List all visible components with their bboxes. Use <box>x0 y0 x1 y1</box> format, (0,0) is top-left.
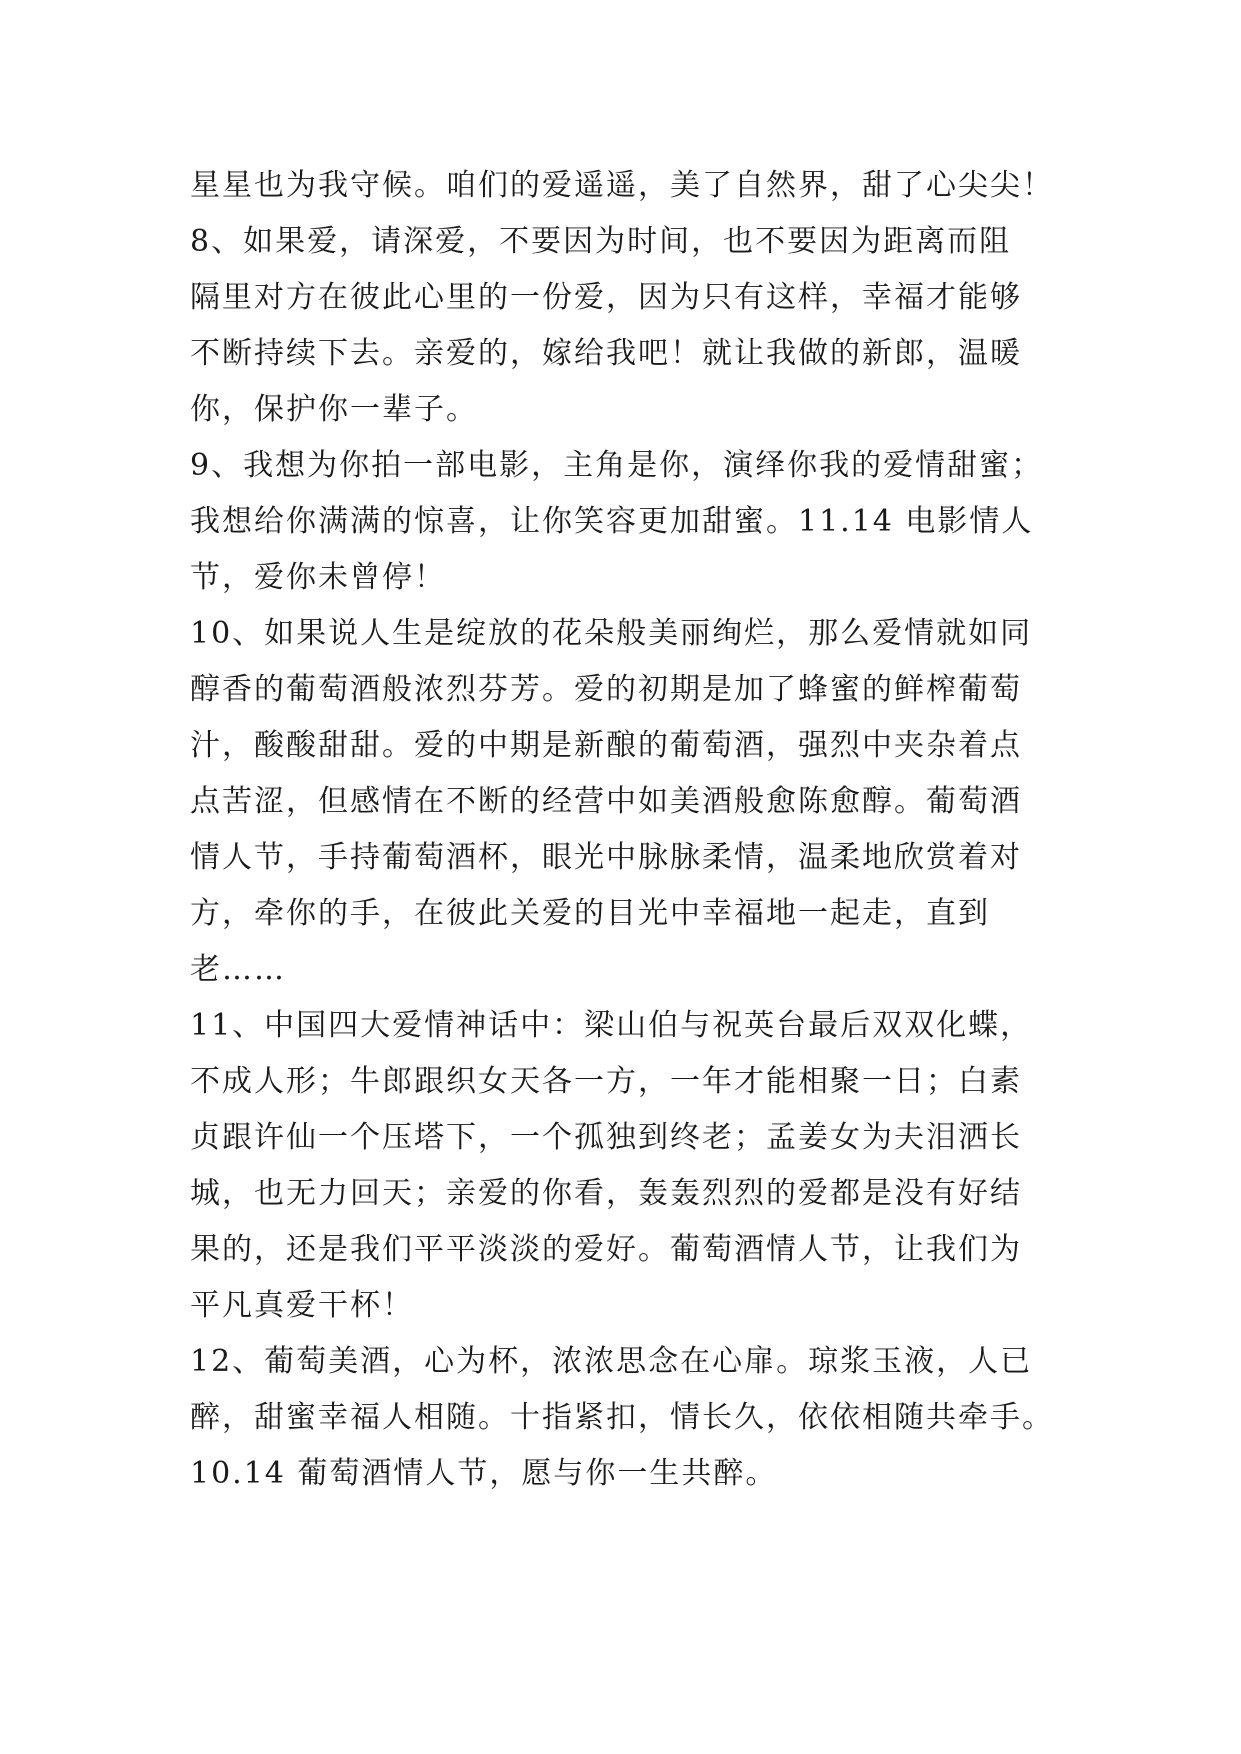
text-line: 点苦涩，但感情在不断的经营中如美酒般愈陈愈醇。葡萄酒 <box>190 784 1022 819</box>
text-line: 城，也无力回天；亲爱的你看，轰轰烈烈的爱都是没有好结 <box>190 1176 1022 1211</box>
text-line: 贞跟许仙一个压塔下，一个孤独到终老；孟姜女为夫泪洒长 <box>190 1120 1022 1155</box>
text-line: 8、如果爱，请深爱，不要因为时间，也不要因为距离而阻 <box>190 224 1012 259</box>
text-line: 你，保护你一辈子。 <box>190 392 478 427</box>
text-line: 9、我想为你拍一部电影，主角是你，演绎你我的爱情甜蜜； <box>190 448 1044 483</box>
document-body <box>190 158 1070 1502</box>
text-line: 12、葡萄美酒，心为杯，浓浓思念在心扉。琼浆玉液，人已 <box>190 1344 1033 1379</box>
text-line: 方，牵你的手，在彼此关爱的目光中幸福地一起走，直到 <box>190 896 990 931</box>
text-line: 节，爱你未曾停！ <box>190 560 446 595</box>
text-line: 平凡真爱干杯！ <box>190 1288 414 1323</box>
text-line: 10、如果说人生是绽放的花朵般美丽绚烂，那么爱情就如同 <box>190 616 1033 651</box>
text-line: 11、中国四大爱情神话中：梁山伯与祝英台最后双双化蝶， <box>190 1008 1033 1043</box>
text-line: 10.14 葡萄酒情人节，愿与你一生共醉。 <box>190 1456 778 1491</box>
text-line: 星星也为我守候。咱们的爱遥遥，美了自然界，甜了心尖尖！ <box>190 168 1054 203</box>
text-line: 不断持续下去。亲爱的，嫁给我吧！就让我做的新郎，温暖 <box>190 336 1022 371</box>
text-line: 老…… <box>190 952 286 987</box>
text-line: 不成人形；牛郎跟织女天各一方，一年才能相聚一日；白素 <box>190 1064 1022 1099</box>
text-line: 我想给你满满的惊喜，让你笑容更加甜蜜。11.14 电影情人 <box>190 504 1034 539</box>
text-line: 情人节，手持葡萄酒杯，眼光中脉脉柔情，温柔地欣赏着对 <box>190 840 1022 875</box>
text-line: 果的，还是我们平平淡淡的爱好。葡萄酒情人节，让我们为 <box>190 1232 1022 1267</box>
text-line: 隔里对方在彼此心里的一份爱，因为只有这样，幸福才能够 <box>190 280 1022 315</box>
text-line: 汁，酸酸甜甜。爱的中期是新酿的葡萄酒，强烈中夹杂着点 <box>190 728 1022 763</box>
text-line: 醇香的葡萄酒般浓烈芬芳。爱的初期是加了蜂蜜的鲜榨葡萄 <box>190 672 1022 707</box>
text-line: 醉，甜蜜幸福人相随。十指紧扣，情长久，依依相随共牵手。 <box>190 1400 1054 1435</box>
